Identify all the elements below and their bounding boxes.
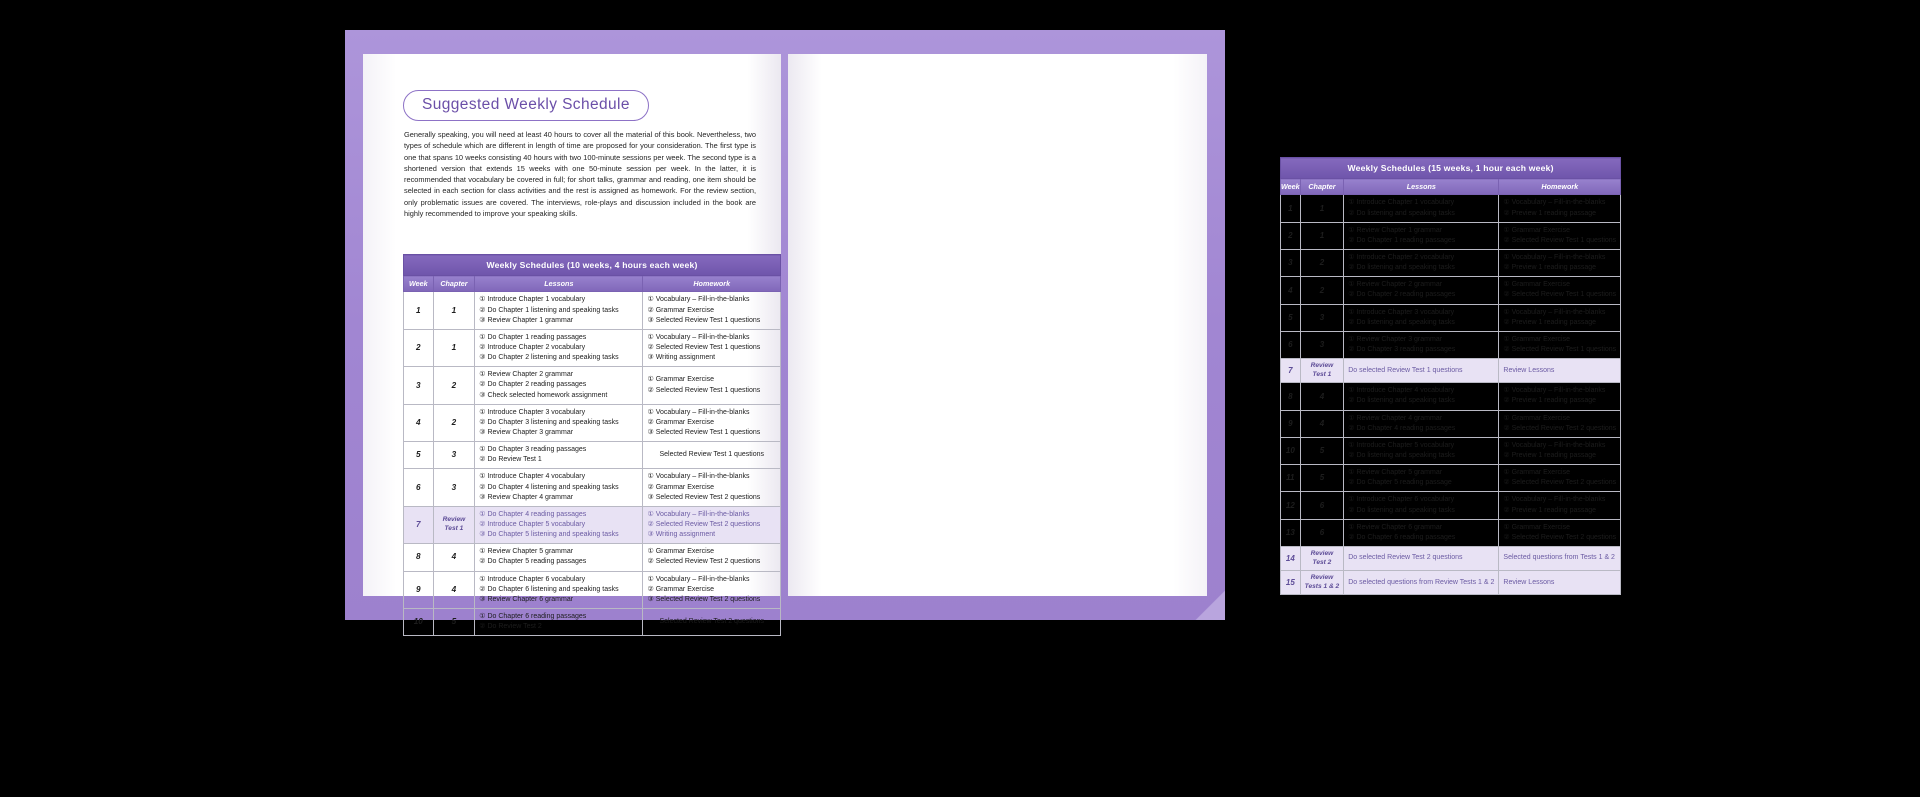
week-cell: 5 — [1281, 304, 1301, 331]
table-row — [1281, 571, 1621, 595]
week-cell: 1 — [404, 292, 434, 329]
lessons-cell: ① Introduce Chapter 1 vocabulary ② Do Chapter 1 listening and speaking tasks ③ Review Chapter 1 grammar — [475, 292, 643, 329]
schedule-10wk-col-header-chapter: Chapter — [433, 276, 475, 292]
left-page — [363, 54, 781, 631]
table-row — [404, 608, 781, 635]
chapter-cell: 3 — [433, 442, 475, 469]
lessons-cell: ① Introduce Chapter 2 vocabulary ② Do listening and speaking tasks — [1344, 250, 1499, 277]
table-row — [1281, 383, 1621, 410]
homework-cell: ① Grammar Exercise ② Selected Review Test 1 questions — [1499, 277, 1621, 304]
open-book — [345, 30, 1617, 631]
lessons-cell: ① Review Chapter 4 grammar ② Do Chapter 4 reading passages — [1344, 410, 1499, 437]
lessons-cell: ① Do Chapter 4 reading passages ② Introduce Chapter 5 vocabulary ③ Do Chapter 5 listening and speaking tasks — [475, 506, 643, 543]
chapter-cell: 1 — [1300, 195, 1344, 222]
table-row — [1281, 492, 1621, 519]
lessons-cell: Do selected Review Test 2 questions — [1344, 546, 1499, 570]
homework-cell: ① Vocabulary – Fill-in-the-blanks ② Preview 1 reading passage — [1499, 195, 1621, 222]
table-row — [404, 442, 781, 469]
lessons-cell: ① Introduce Chapter 6 vocabulary ② Do listening and speaking tasks — [1344, 492, 1499, 519]
schedule-15wk-caption: Weekly Schedules (15 weeks, 1 hour each week) — [1281, 158, 1621, 179]
homework-cell: ① Vocabulary – Fill-in-the-blanks ② Grammar Exercise ③ Selected Review Test 2 questions — [643, 469, 781, 506]
week-cell: 2 — [1281, 222, 1301, 249]
chapter-cell: Review Test 1 — [433, 506, 475, 543]
lessons-cell: ① Introduce Chapter 5 vocabulary ② Do listening and speaking tasks — [1344, 437, 1499, 464]
table-row — [1281, 277, 1621, 304]
lessons-cell: ① Do Chapter 6 reading passages ② Do Review Test 2 — [475, 608, 643, 635]
chapter-cell: 2 — [433, 404, 475, 441]
week-cell: 10 — [404, 608, 434, 635]
table-row — [404, 367, 781, 404]
lessons-cell: Do selected questions from Review Tests 1 & 2 — [1344, 571, 1499, 595]
homework-cell: Selected questions from Tests 1 & 2 — [1499, 546, 1621, 570]
homework-cell: ① Vocabulary – Fill-in-the-blanks ② Grammar Exercise ③ Selected Review Test 1 questions — [643, 292, 781, 329]
table-row — [1281, 222, 1621, 249]
homework-cell: ① Grammar Exercise ② Selected Review Test 2 questions — [1499, 519, 1621, 546]
lessons-cell: ① Review Chapter 6 grammar ② Do Chapter 6 reading passages — [1344, 519, 1499, 546]
weekly-schedule-10-weeks-table — [403, 254, 781, 636]
table-row — [404, 506, 781, 543]
chapter-cell: 4 — [1300, 410, 1344, 437]
lessons-cell: ① Introduce Chapter 4 vocabulary ② Do listening and speaking tasks — [1344, 383, 1499, 410]
intro-paragraph: Generally speaking, you will need at least 40 hours to cover all the material of this book. Nevertheless, two types of schedule which are different in length of time are proposed for your consideration. The first type is one that spans 10 weeks consisting 40 hours with two 100-minute sessions per week. The second type is a shortened version that extends 15 weeks with one 50-minute session per week. In the latter, it is recommended that vocabulary be covered in full; for short talks, grammar and reading, one item should be selected in each section for class activities and the rest is assigned as homework. For the review section, only problematic issues are covered. The interviews, role-plays and discussion included in the book are highly recommended to improve your speaking skills. — [404, 130, 756, 218]
week-cell: 10 — [1281, 437, 1301, 464]
lessons-cell: ① Review Chapter 2 grammar ② Do Chapter 2 reading passages — [1344, 277, 1499, 304]
table-row — [404, 292, 781, 329]
schedule-15wk-caption-row — [1281, 158, 1621, 179]
table-row — [1281, 195, 1621, 222]
chapter-cell: 5 — [1300, 465, 1344, 492]
homework-cell: Review Lessons — [1499, 359, 1621, 383]
week-cell: 8 — [404, 544, 434, 571]
lessons-cell: ① Review Chapter 3 grammar ② Do Chapter 3 reading passages — [1344, 331, 1499, 358]
homework-cell: ① Grammar Exercise ② Selected Review Test 2 questions — [1499, 465, 1621, 492]
homework-cell: ① Grammar Exercise ② Selected Review Test 1 questions — [643, 367, 781, 404]
week-cell: 5 — [404, 442, 434, 469]
lessons-cell: ① Do Chapter 1 reading passages ② Introduce Chapter 2 vocabulary ③ Do Chapter 2 listening and speaking tasks — [475, 329, 643, 366]
lessons-cell: ① Review Chapter 2 grammar ② Do Chapter 2 reading passages ③ Check selected homework assignment — [475, 367, 643, 404]
lessons-cell: ① Review Chapter 1 grammar ② Do Chapter 1 reading passages — [1344, 222, 1499, 249]
week-cell: 11 — [1281, 465, 1301, 492]
lessons-cell: ① Introduce Chapter 4 vocabulary ② Do Chapter 4 listening and speaking tasks ③ Review Chapter 4 grammar — [475, 469, 643, 506]
schedule-15wk-col-header-week: Week — [1281, 179, 1301, 195]
chapter-cell: 5 — [433, 608, 475, 635]
schedule-15wk-col-header-chapter: Chapter — [1300, 179, 1344, 195]
homework-cell: ① Vocabulary – Fill-in-the-blanks ② Grammar Exercise ③ Selected Review Test 1 questions — [643, 404, 781, 441]
lessons-cell: ① Introduce Chapter 3 vocabulary ② Do Chapter 3 listening and speaking tasks ③ Review Chapter 3 grammar — [475, 404, 643, 441]
week-cell: 6 — [1281, 331, 1301, 358]
schedule-10wk-col-header-homework: Homework — [643, 276, 781, 292]
chapter-cell: 2 — [1300, 250, 1344, 277]
chapter-cell: 1 — [433, 292, 475, 329]
table-row — [404, 469, 781, 506]
week-cell: 2 — [404, 329, 434, 366]
lessons-cell: ① Review Chapter 5 grammar ② Do Chapter 5 reading passage — [1344, 465, 1499, 492]
chapter-cell: 4 — [433, 571, 475, 608]
homework-cell: Selected Review Test 2 questions — [643, 608, 781, 635]
week-cell: 14 — [1281, 546, 1301, 570]
homework-cell: ① Vocabulary – Fill-in-the-blanks ② Preview 1 reading passage — [1499, 250, 1621, 277]
homework-cell: ① Vocabulary – Fill-in-the-blanks ② Preview 1 reading passage — [1499, 383, 1621, 410]
schedule-15wk-col-header-lessons: Lessons — [1344, 179, 1499, 195]
weekly-schedule-15-weeks-table — [1280, 157, 1621, 595]
homework-cell: ① Vocabulary – Fill-in-the-blanks ② Preview 1 reading passage — [1499, 437, 1621, 464]
chapter-cell: 6 — [1300, 492, 1344, 519]
week-cell: 4 — [1281, 277, 1301, 304]
table-row — [1281, 250, 1621, 277]
week-cell: 9 — [1281, 410, 1301, 437]
week-cell: 4 — [404, 404, 434, 441]
homework-cell: Selected Review Test 1 questions — [643, 442, 781, 469]
homework-cell: ① Vocabulary – Fill-in-the-blanks ② Selected Review Test 2 questions ③ Writing assignment — [643, 506, 781, 543]
homework-cell: Review Lessons — [1499, 571, 1621, 595]
schedule-15wk-col-header-homework: Homework — [1499, 179, 1621, 195]
week-cell: 3 — [1281, 250, 1301, 277]
schedule-10wk-col-header-week: Week — [404, 276, 434, 292]
chapter-cell: 5 — [1300, 437, 1344, 464]
lessons-cell: ① Introduce Chapter 3 vocabulary ② Do listening and speaking tasks — [1344, 304, 1499, 331]
lessons-cell: ① Review Chapter 5 grammar ② Do Chapter 5 reading passages — [475, 544, 643, 571]
homework-cell: ① Vocabulary – Fill-in-the-blanks ② Preview 1 reading passage — [1499, 492, 1621, 519]
homework-cell: ① Grammar Exercise ② Selected Review Test 2 questions — [643, 544, 781, 571]
table-row — [1281, 437, 1621, 464]
week-cell: 3 — [404, 367, 434, 404]
week-cell: 12 — [1281, 492, 1301, 519]
table-row — [1281, 465, 1621, 492]
lessons-cell: ① Do Chapter 3 reading passages ② Do Review Test 1 — [475, 442, 643, 469]
right-page — [788, 54, 1617, 596]
table-row — [404, 404, 781, 441]
table-row — [1281, 546, 1621, 570]
week-cell: 8 — [1281, 383, 1301, 410]
schedule-15wk-header-row — [1281, 179, 1621, 195]
week-cell: 7 — [404, 506, 434, 543]
table-row — [404, 544, 781, 571]
homework-cell: ① Grammar Exercise ② Selected Review Test 2 questions — [1499, 410, 1621, 437]
table-row — [404, 329, 781, 366]
schedule-10wk-col-header-lessons: Lessons — [475, 276, 643, 292]
schedule-10wk-caption: Weekly Schedules (10 weeks, 4 hours each week) — [404, 255, 781, 276]
week-cell: 6 — [404, 469, 434, 506]
chapter-cell: 1 — [433, 329, 475, 366]
schedule-10wk-caption-row — [404, 255, 781, 276]
week-cell: 7 — [1281, 359, 1301, 383]
chapter-cell: 2 — [1300, 277, 1344, 304]
week-cell: 9 — [404, 571, 434, 608]
table-row — [1281, 331, 1621, 358]
chapter-cell: 1 — [1300, 222, 1344, 249]
table-row — [1281, 304, 1621, 331]
chapter-cell: Review Test 2 — [1300, 546, 1344, 570]
lessons-cell: ① Introduce Chapter 1 vocabulary ② Do listening and speaking tasks — [1344, 195, 1499, 222]
chapter-cell: 2 — [433, 367, 475, 404]
homework-cell: ① Vocabulary – Fill-in-the-blanks ② Grammar Exercise ③ Selected Review Test 2 questions — [643, 571, 781, 608]
chapter-cell: 4 — [433, 544, 475, 571]
chapter-cell: 3 — [1300, 331, 1344, 358]
chapter-cell: Review Tests 1 & 2 — [1300, 571, 1344, 595]
page-title: Suggested Weekly Schedule — [403, 90, 649, 121]
homework-cell: ① Grammar Exercise ② Selected Review Test 1 questions — [1499, 222, 1621, 249]
week-cell: 1 — [1281, 195, 1301, 222]
chapter-cell: 3 — [433, 469, 475, 506]
week-cell: 15 — [1281, 571, 1301, 595]
table-row — [1281, 410, 1621, 437]
chapter-cell: 6 — [1300, 519, 1344, 546]
lessons-cell: Do selected Review Test 1 questions — [1344, 359, 1499, 383]
table-row — [404, 571, 781, 608]
schedule-10wk-header-row — [404, 276, 781, 292]
chapter-cell: 3 — [1300, 304, 1344, 331]
homework-cell: ① Grammar Exercise ② Selected Review Test 1 questions — [1499, 331, 1621, 358]
homework-cell: ① Vocabulary – Fill-in-the-blanks ② Preview 1 reading passage — [1499, 304, 1621, 331]
homework-cell: ① Vocabulary – Fill-in-the-blanks ② Selected Review Test 1 questions ③ Writing assignment — [643, 329, 781, 366]
chapter-cell: Review Test 1 — [1300, 359, 1344, 383]
table-row — [1281, 519, 1621, 546]
chapter-cell: 4 — [1300, 383, 1344, 410]
week-cell: 13 — [1281, 519, 1301, 546]
lessons-cell: ① Introduce Chapter 6 vocabulary ② Do Chapter 6 listening and speaking tasks ③ Review Chapter 6 grammar — [475, 571, 643, 608]
table-row — [1281, 359, 1621, 383]
